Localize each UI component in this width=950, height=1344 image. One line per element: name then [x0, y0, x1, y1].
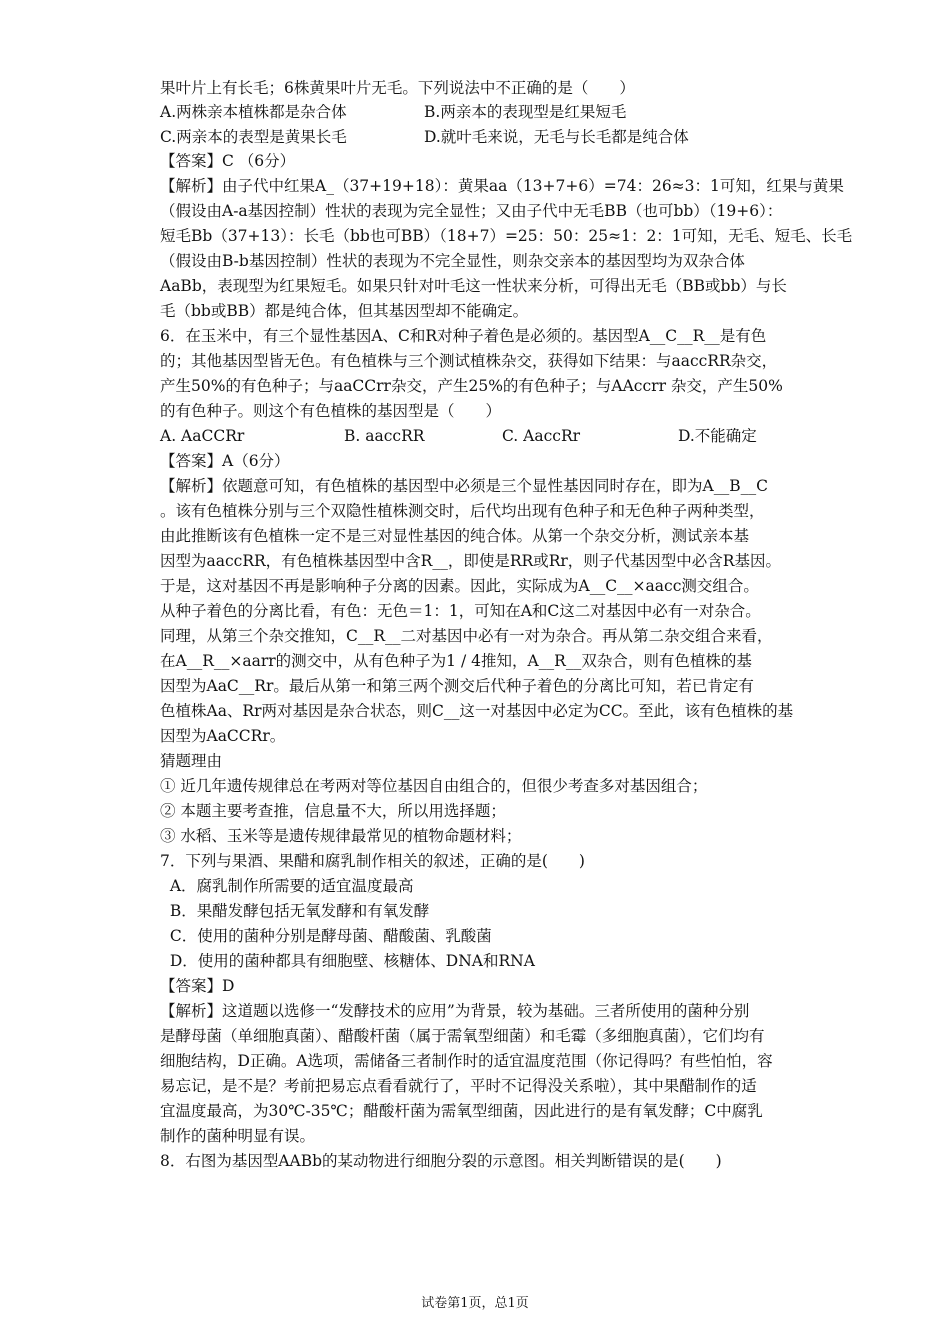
q6-option-c: C. AaccRr — [502, 427, 581, 445]
reason-item: ② 本题主要考查推，信息量不大，所以用选择题； — [160, 802, 506, 820]
q5-answer: 【答案】C （6分） — [160, 152, 296, 170]
q5-analysis-line: 毛（bb或BB）都是纯合体，但其基因型却不能确定。 — [160, 302, 529, 320]
q5-option-a: A.两株亲本植株都是杂合体 — [160, 103, 347, 121]
q7-analysis-line: 是酵母菌（单细胞真菌）、醋酸杆菌（属于需氧型细菌）和毛霉（多细胞真菌），它们均有 — [160, 1027, 765, 1045]
q6-analysis-line: 在A__R__×aarr的测交中，从有色种子为1 / 4推知，A__R__双杂合，则有色植株的基 — [160, 652, 752, 670]
q6-analysis-line: 同理，从第三个杂交推知，C__R__二对基因中必有一对为杂合。再从第二杂交组合来看， — [160, 627, 773, 645]
q6-stem-line: 的；其他基因型皆无色。有色植株与三个测试植株杂交，获得如下结果：与aaccRR杂交， — [160, 352, 778, 370]
q6-analysis-line: 因型为AaCCRr。 — [160, 727, 286, 745]
q6-analysis-line: 于是，这对基因不再是影响种子分离的因素。因此，实际成为A__C__×aacc测交组合。 — [160, 577, 759, 595]
q6-analysis-line: 因型为aaccRR，有色植株基因型中含R__，即使是RR或Rr，则子代基因型中必含R基因。 — [160, 552, 781, 570]
q5-analysis-line: 【解析】由子代中红果A_（37+19+18）：黄果aa（13+7+6）=74：26≈3：1可知，红果与黄果 — [160, 177, 844, 195]
q6-option-a: A. AaCCRr — [160, 427, 245, 445]
q7-option-a: A．腐乳制作所需要的适宜温度最高 — [160, 877, 414, 895]
reason-heading: 猜题理由 — [160, 752, 223, 770]
q6-stem-line: 的有色种子。则这个有色植株的基因型是（ ） — [160, 402, 502, 420]
q7-option-d: D．使用的菌种都具有细胞壁、核糖体、DNA和RNA — [160, 952, 535, 970]
q7-option-c: C．使用的菌种分别是酵母菌、醋酸菌、乳酸菌 — [160, 927, 492, 945]
q5-analysis-line: （假设由A-a基因控制）性状的表现为完全显性；又由子代中无毛BB（也可bb）（19+6）： — [160, 202, 783, 220]
q6-stem-line: 产生50%的有色种子；与aaCCrr杂交，产生25%的有色种子；与AAccrr 杂交，产生50% — [160, 377, 783, 395]
q6-analysis-line: 从种子着色的分离比看，有色：无色＝1：1，可知在A和C这二对基因中必有一对杂合。 — [160, 602, 761, 620]
q6-analysis-line: 色植株Aa、Rr两对基因是杂合状态，则C__这一对基因中必定为CC。至此，该有色植株的基 — [160, 702, 794, 720]
q6-option-d: D.不能确定 — [678, 427, 757, 445]
q6-option-b: B. aaccRR — [344, 427, 425, 445]
q7-analysis-line: 细胞结构，D正确。A选项，需储备三者制作时的适宜温度范围（你记得吗？有些怕怕，容 — [160, 1052, 773, 1070]
q7-analysis-line: 易忘记，是不是？考前把易忘点看看就行了，平时不记得没关系啦），其中果醋制作的适 — [160, 1077, 757, 1095]
q6-analysis-line: 因型为AaC__Rr。最后从第一和第三两个测交后代种子着色的分离比可知，若已肯定有 — [160, 677, 754, 695]
q7-answer: 【答案】D — [160, 977, 235, 995]
q7-analysis-line: 制作的菌种明显有误。 — [160, 1127, 316, 1145]
q5-option-d: D.就叶毛来说，无毛与长毛都是纯合体 — [424, 128, 689, 146]
q5-analysis-line: 短毛Bb（37+13）：长毛（bb也可BB）（18+7）=25：50：25≈1：2：1可知，无毛、短毛、长毛 — [160, 227, 853, 245]
q5-option-c: C.两亲本的表型是黄果长毛 — [160, 128, 347, 146]
q6-analysis-line: 【解析】依题意可知，有色植株的基因型中必须是三个显性基因同时存在，即为A__B__C — [160, 477, 768, 495]
page-footer: 试卷第1页，总1页 — [421, 1296, 529, 1311]
q6-answer: 【答案】A（6分） — [160, 452, 290, 470]
reason-item: ③ 水稻、玉米等是遗传规律最常见的植物命题材料； — [160, 827, 522, 845]
q6-stem-line: 6．在玉米中，有三个显性基因A、C和R对种子着色是必须的。基因型A__C__R__是有色 — [160, 327, 767, 345]
q7-analysis-line: 宜温度最高，为30℃-35℃；醋酸杆菌为需氧型细菌，因此进行的是有氧发酵；C中腐乳 — [160, 1102, 763, 1120]
q6-analysis-line: 。该有色植株分别与三个双隐性植株测交时，后代均出现有色种子和无色种子两种类型， — [160, 502, 765, 520]
q7-option-b: B．果醋发酵包括无氧发酵和有氧发酵 — [160, 902, 430, 920]
q6-analysis-line: 由此推断该有色植株一定不是三对显性基因的纯合体。从第一个杂交分析，测试亲本基 — [160, 527, 750, 545]
q7-stem: 7．下列与果酒、果醋和腐乳制作相关的叙述，正确的是( ) — [160, 852, 585, 870]
q7-analysis-line: 【解析】这道题以选修一“发酵技术的应用”为背景，较为基础。三者所使用的菌种分别 — [160, 1002, 750, 1020]
q5-stem-end: 果叶片上有长毛；6株黄果叶片无毛。下列说法中不正确的是（ ） — [160, 79, 635, 97]
q5-option-b: B.两亲本的表现型是红果短毛 — [424, 103, 627, 121]
q5-analysis-line: AaBb，表现型为红果短毛。如果只针对叶毛这一性状来分析，可得出无毛（BB或bb）与长 — [160, 277, 787, 295]
q7-analysis-line: 8．右图为基因型AABb的某动物进行细胞分裂的示意图。相关判断错误的是( ) — [160, 1152, 722, 1170]
reason-item: ① 近几年遗传规律总在考两对等位基因自由组合的，但很少考查多对基因组合； — [160, 777, 708, 795]
q5-analysis-line: （假设由B-b基因控制）性状的表现为不完全显性，则杂交亲本的基因型均为双杂合体 — [160, 252, 745, 270]
